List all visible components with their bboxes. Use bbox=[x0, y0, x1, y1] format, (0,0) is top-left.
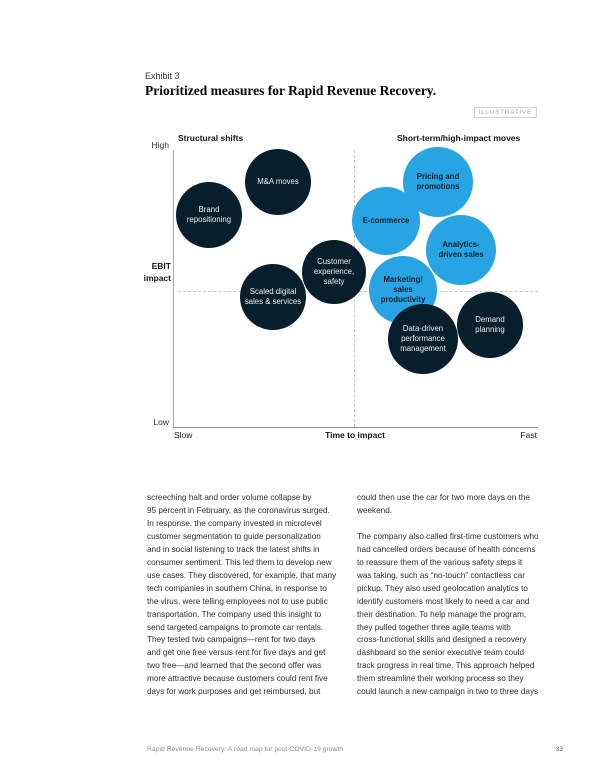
bubble-label: Data-driven performance management bbox=[400, 324, 446, 353]
text-line: cross-functional skills and designed a recovery bbox=[357, 635, 527, 645]
footer-running-title: Rapid Revenue Recovery: A road map for post-COVID-19 growth bbox=[147, 746, 344, 753]
bubble-customer-experience-safety bbox=[302, 240, 366, 304]
bubble-chart bbox=[145, 133, 565, 449]
bubble-label: Demand planning bbox=[475, 315, 505, 334]
text-line: 95 percent in February, as the coronavirus surged. bbox=[147, 505, 330, 515]
y-axis-title-line: EBIT bbox=[151, 261, 171, 271]
text-line: they pulled together three agile teams with bbox=[357, 622, 511, 632]
text-line: use cases. They discovered, for example, that many bbox=[147, 570, 337, 580]
y-axis-high-label: High bbox=[151, 140, 169, 150]
bubble-label: M&A moves bbox=[257, 177, 299, 187]
text-line: could then use the car for two more days on the bbox=[357, 493, 530, 502]
bubble-scaled-digital-sales-services bbox=[240, 264, 306, 330]
bubble-label: Brand repositioning bbox=[186, 205, 232, 224]
exhibit-label: Exhibit 3 bbox=[145, 71, 180, 81]
bubble-analytics-driven-sales bbox=[426, 215, 496, 285]
text-line: them streamline their working process so they bbox=[357, 674, 524, 684]
text-line: screeching halt and order volume collapse by bbox=[147, 493, 312, 502]
bubble-e-commerce bbox=[352, 187, 420, 255]
illustrative-badge: ILLUSTRATIVE bbox=[474, 107, 537, 118]
text-line: their destination. To help manage the program, bbox=[357, 609, 527, 619]
text-line: and get one free versus rent for five days and get bbox=[147, 648, 326, 658]
x-axis-fast-label: Fast bbox=[520, 430, 537, 440]
x-axis-slow-label: Slow bbox=[174, 430, 193, 440]
y-axis-title bbox=[133, 260, 171, 285]
y-axis-low-label: Low bbox=[153, 417, 169, 427]
y-axis-title-line: impact bbox=[143, 273, 171, 284]
text-line: was taking, such as “no-touch” contactless car bbox=[357, 570, 525, 580]
bubble-demand-planning bbox=[457, 292, 523, 358]
chart-header-structural-shifts: Structural shifts bbox=[178, 133, 244, 143]
text-line: days for work purposes and get reimbursed, but bbox=[147, 687, 321, 697]
bubble-label: Customer experience, safety bbox=[313, 257, 355, 286]
bubble-brand-repositioning bbox=[176, 182, 242, 248]
text-line: and in social listening to track the latest shifts in bbox=[147, 544, 320, 554]
chart-plot-area bbox=[173, 150, 538, 428]
text-line: consumer sentiment. This led them to develop new bbox=[147, 557, 332, 567]
text-line: send targeted campaigns to promote car rentals. bbox=[147, 622, 324, 632]
page-footer bbox=[147, 746, 563, 753]
text-line: The company also called first-time customers who bbox=[357, 531, 539, 541]
text-line: to reassure them of the various safety steps it bbox=[357, 557, 523, 567]
body-left-column bbox=[147, 492, 355, 699]
text-line: two free—and learned that the second offer was bbox=[147, 661, 322, 671]
text-line: They tested two campaigns—rent for two days bbox=[147, 635, 316, 645]
text-line: In response, the company invested in microlevel bbox=[147, 518, 322, 528]
exhibit-title: Prioritized measures for Rapid Revenue Recovery. bbox=[145, 83, 437, 98]
bubble-data-driven-performance-management bbox=[388, 304, 458, 374]
text-line bbox=[357, 518, 567, 531]
footer-page-number: 33 bbox=[555, 746, 563, 753]
text-line: weekend. bbox=[357, 505, 393, 515]
bubble-label: Marketing/ sales productivity bbox=[380, 275, 426, 304]
x-axis-title: Time to impact bbox=[325, 430, 385, 440]
chart-header-short-term-moves: Short-term/high-impact moves bbox=[397, 133, 521, 143]
text-line: had cancelled orders because of health concerns bbox=[357, 544, 536, 554]
bubble-label: E-commerce bbox=[362, 216, 410, 226]
bubble-mna-moves bbox=[245, 149, 311, 215]
text-line: track progress in real time. This approach helped bbox=[357, 661, 535, 671]
bubble-label: Pricing and promotions bbox=[416, 172, 460, 191]
text-line: tech companies in southern China, in response to bbox=[147, 583, 327, 593]
text-line: customer segmentation to guide personalization bbox=[147, 531, 321, 541]
bubble-label: Scaled digital sales & services bbox=[244, 287, 302, 306]
text-line: identify customers most likely to need a car and bbox=[357, 596, 530, 606]
text-line: more attractive because customers could rent five bbox=[147, 674, 328, 684]
text-line: pickup. They also used geolocation analytics to bbox=[357, 583, 528, 593]
body-right-column bbox=[357, 492, 567, 699]
text-line: the virus, were telling employees not to use public bbox=[147, 596, 328, 606]
text-line: dashboard so the senior executive team could bbox=[357, 648, 525, 658]
text-line: could launch a new campaign in two to three days bbox=[357, 687, 539, 697]
bubble-label: Analytics- driven sales bbox=[438, 240, 484, 259]
text-line: transportation. The company used this insight to bbox=[147, 609, 322, 619]
